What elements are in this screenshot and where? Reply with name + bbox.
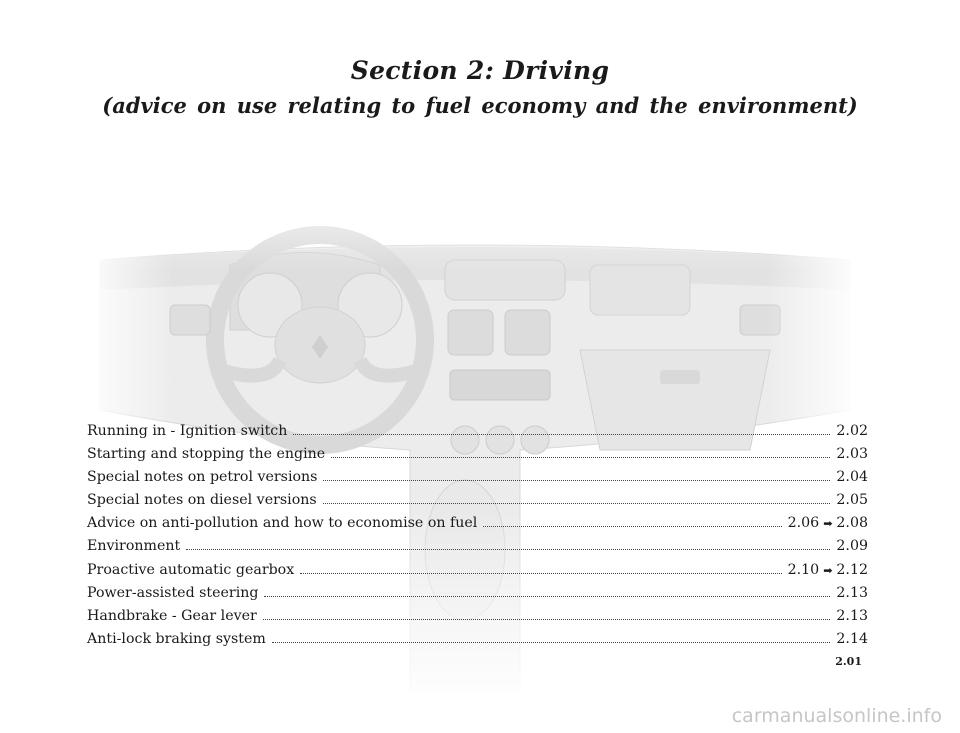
toc-page-from: 2.06 — [787, 515, 820, 532]
section-title: Section 2: Driving — [350, 56, 610, 85]
toc-entry-label: Special notes on diesel versions — [87, 492, 317, 509]
toc-entry-label: Handbrake - Gear lever — [87, 607, 257, 624]
toc-entry-page-range — [782, 512, 868, 535]
watermark: carmanualsonline.info — [731, 705, 942, 727]
toc-entry[interactable] — [87, 535, 868, 558]
toc-entry-label: Advice on anti-pollution and how to economise on fuel — [87, 515, 478, 532]
toc-entry-page: 2.03 — [836, 446, 868, 463]
toc-entry[interactable] — [87, 420, 868, 443]
toc-page-to: 2.12 — [836, 561, 868, 578]
toc-entry-label: Proactive automatic gearbox — [87, 561, 295, 578]
dot-leader — [323, 503, 831, 504]
toc-entry-label: Starting and stopping the engine — [87, 446, 326, 463]
dot-leader — [263, 619, 831, 620]
toc-entry[interactable] — [87, 605, 868, 628]
toc-entry[interactable] — [87, 628, 868, 651]
dot-leader — [483, 526, 781, 527]
toc-entry[interactable] — [87, 512, 868, 535]
toc-entry-label: Power-assisted steering — [87, 584, 259, 601]
page-number: 2.01 — [835, 655, 862, 668]
toc-entry-page: 2.14 — [836, 630, 868, 647]
toc-page-from: 2.10 — [787, 561, 820, 578]
toc-entry[interactable] — [87, 559, 868, 582]
table-of-contents — [87, 420, 868, 651]
toc-entry[interactable] — [87, 443, 868, 466]
toc-entry-page-range — [782, 559, 868, 582]
toc-entry-page: 2.09 — [836, 538, 868, 555]
right-arrow-icon: ➡ — [823, 563, 833, 577]
toc-entry-page: 2.02 — [836, 423, 868, 439]
toc-entry-label: Running in - Ignition switch — [87, 423, 288, 439]
toc-entry-label: Special notes on petrol versions — [87, 469, 318, 486]
toc-entry-label: Anti-lock braking system — [87, 630, 266, 647]
toc-entry[interactable] — [87, 466, 868, 489]
dot-leader — [264, 596, 830, 597]
section-subtitle: (advice on use relating to fuel economy and the environment) — [102, 93, 858, 118]
dot-leader — [186, 549, 830, 550]
toc-entry-page: 2.04 — [836, 469, 868, 486]
toc-entry-label: Environment — [87, 538, 181, 555]
toc-entry-page: 2.05 — [836, 492, 868, 509]
dot-leader — [272, 642, 831, 643]
toc-entry-page: 2.13 — [836, 584, 868, 601]
dot-leader — [323, 480, 830, 481]
right-arrow-icon: ➡ — [823, 517, 833, 531]
toc-entry[interactable] — [87, 582, 868, 605]
dot-leader — [331, 457, 830, 458]
toc-entry-page: 2.13 — [836, 607, 868, 624]
dot-leader — [300, 573, 781, 574]
toc-page-to: 2.08 — [836, 515, 868, 532]
dot-leader — [293, 434, 830, 435]
toc-entry[interactable] — [87, 489, 868, 512]
